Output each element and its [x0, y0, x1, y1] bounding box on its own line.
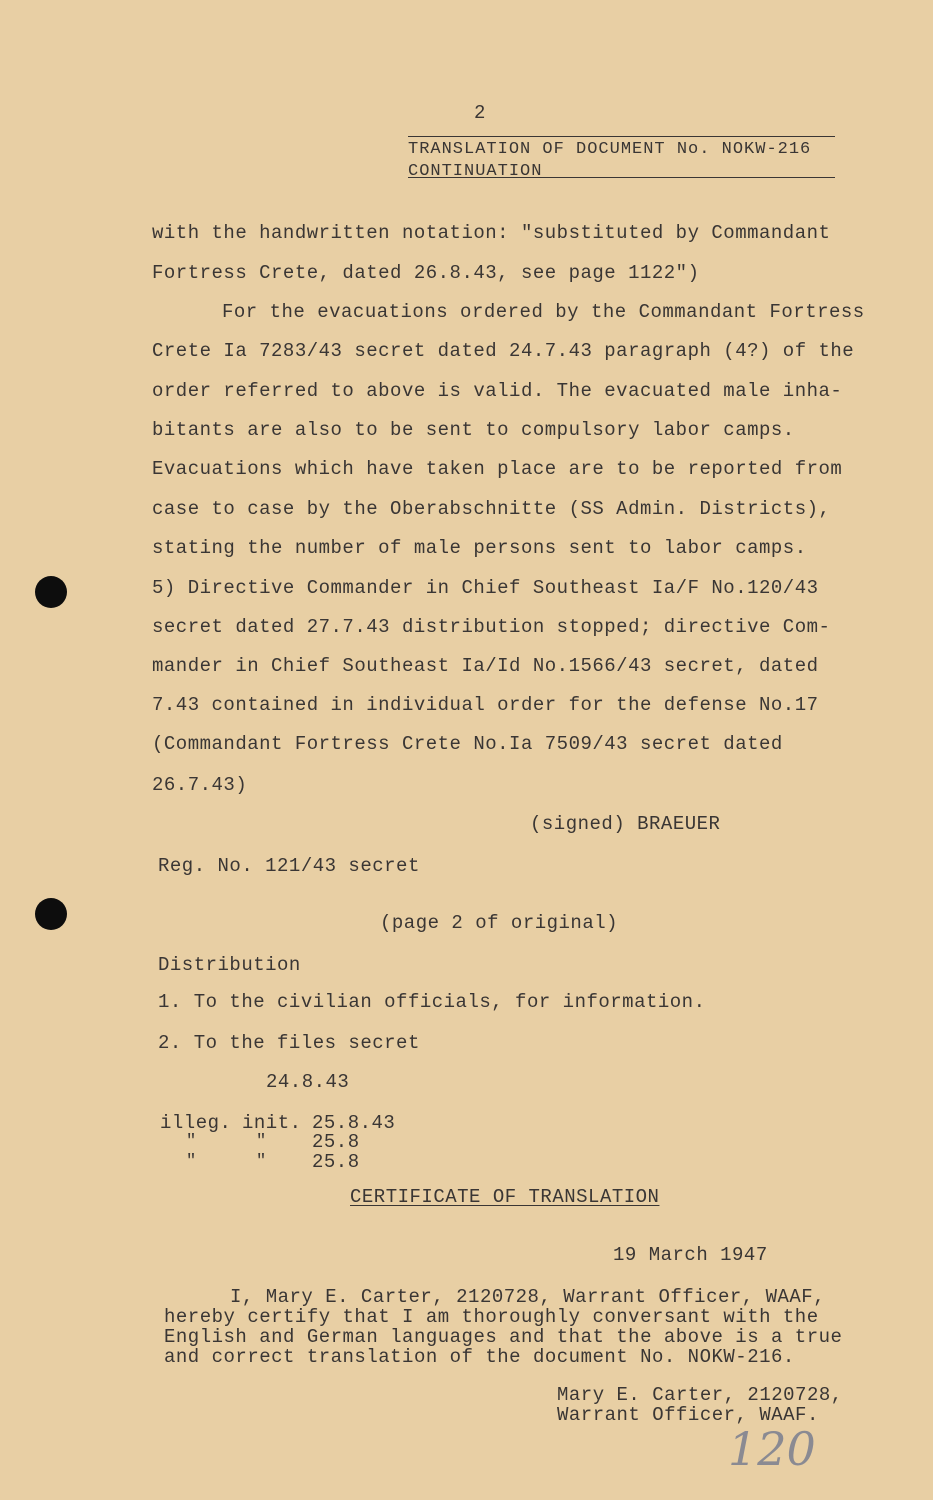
certificate-heading: CERTIFICATE OF TRANSLATION: [350, 1186, 660, 1208]
punch-hole-bottom: [35, 898, 67, 930]
ditto-mark: ": [256, 1132, 268, 1151]
header-rule-top: [408, 136, 835, 137]
distribution-item-1: 1. To the civilian officials, for information.: [158, 991, 706, 1013]
certificate-line: and correct translation of the document No. NOKW-216.: [164, 1346, 795, 1368]
body-line: stating the number of male persons sent to labor camps.: [152, 537, 807, 559]
body-line: secret dated 27.7.43 distribution stopped; directive Com-: [152, 616, 831, 638]
translator-rank: Warrant Officer, WAAF.: [557, 1404, 819, 1426]
body-line: 7.43 contained in individual order for the defense No.17: [152, 694, 819, 716]
distribution-heading: Distribution: [158, 954, 301, 976]
initials-date: 25.8.43: [312, 1112, 396, 1134]
body-line: with the handwritten notation: "substituted by Commandant: [152, 222, 831, 244]
distribution-date: 24.8.43: [266, 1071, 350, 1093]
document-title: TRANSLATION OF DOCUMENT No. NOKW-216: [408, 140, 812, 159]
certificate-line: English and German languages and that the above is a true: [164, 1326, 843, 1348]
handwritten-page-number: 120: [728, 1422, 816, 1476]
body-line: Fortress Crete, dated 26.8.43, see page 1122"): [152, 262, 700, 284]
body-line: For the evacuations ordered by the Commandant Fortress: [222, 301, 865, 323]
original-page-note: (page 2 of original): [380, 912, 619, 934]
certificate-date: 19 March 1947: [613, 1244, 768, 1266]
body-line: 5) Directive Commander in Chief Southeast Ia/F No.120/43: [152, 577, 819, 599]
ditto-mark: ": [256, 1152, 268, 1171]
body-line: order referred to above is valid. The evacuated male inha-: [152, 380, 843, 402]
registration-number: Reg. No. 121/43 secret: [158, 855, 420, 877]
body-line: 26.7.43): [152, 774, 248, 796]
punch-hole-top: [35, 576, 67, 608]
continuation-label: CONTINUATION: [408, 162, 543, 181]
body-line: Evacuations which have taken place are to be reported from: [152, 458, 843, 480]
certificate-line: I, Mary E. Carter, 2120728, Warrant Officer, WAAF,: [230, 1286, 826, 1308]
ditto-mark: ": [186, 1132, 198, 1151]
initials-date: 25.8: [312, 1151, 360, 1173]
initials-init: init.: [242, 1112, 302, 1134]
body-line: bitants are also to be sent to compulsory labor camps.: [152, 419, 795, 441]
translator-signature: Mary E. Carter, 2120728,: [557, 1384, 843, 1406]
body-line: Crete Ia 7283/43 secret dated 24.7.43 paragraph (4?) of the: [152, 340, 855, 362]
certificate-line: hereby certify that I am thoroughly conversant with the: [164, 1306, 819, 1328]
distribution-item-2: 2. To the files secret: [158, 1032, 420, 1054]
page-number: 2: [474, 102, 486, 124]
body-line: (Commandant Fortress Crete No.Ia 7509/43 secret dated: [152, 733, 783, 755]
body-line: mander in Chief Southeast Ia/Id No.1566/43 secret, dated: [152, 655, 819, 677]
ditto-mark: ": [186, 1152, 198, 1171]
signature-line: (signed) BRAEUER: [530, 813, 721, 835]
header-rule-bottom: [408, 177, 835, 178]
initials-label: illeg.: [160, 1112, 232, 1134]
initials-date: 25.8: [312, 1131, 360, 1153]
body-line: case to case by the Oberabschnitte (SS Admin. Districts),: [152, 498, 831, 520]
